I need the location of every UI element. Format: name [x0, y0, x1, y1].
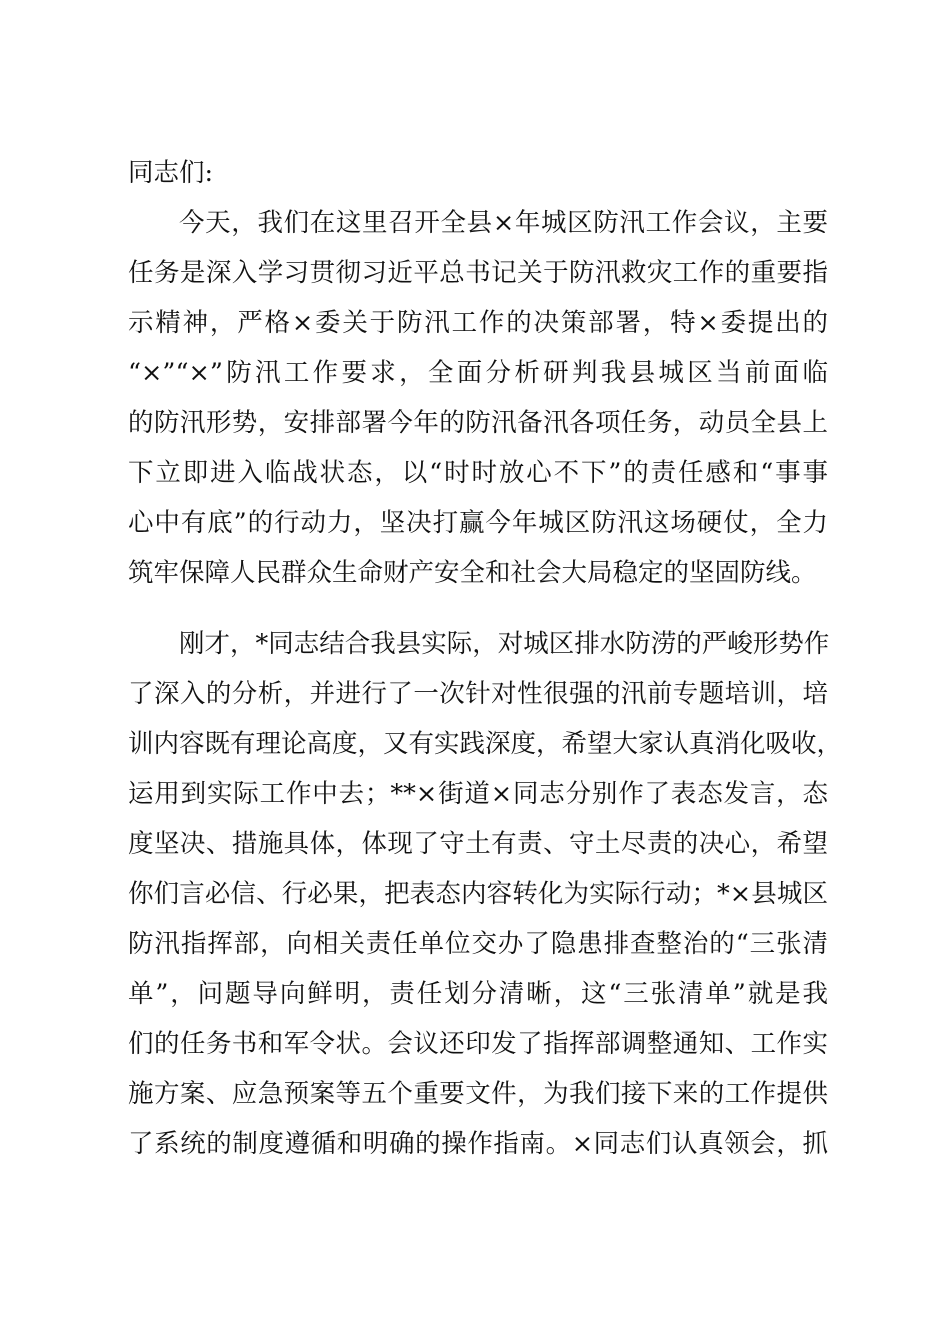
speech-body [128, 148, 843, 1169]
paragraph-line: 你们言必信、行必果，把表态内容转化为实际行动；*×县城区 [128, 879, 828, 909]
paragraph-line: 示精神，严格×委关于防汛工作的决策部署，特×委提出的 [128, 308, 828, 338]
paragraph-line: 度坚决、措施具体，体现了守土有责、守土尽责的决心，希望 [128, 829, 828, 859]
paragraph-line: 了深入的分析，并进行了一次针对性很强的汛前专题培训，培 [128, 679, 828, 709]
paragraph-line: 们的任务书和军令状。会议还印发了指挥部调整通知、工作实 [128, 1029, 828, 1059]
paragraph-line: 心中有底”的行动力，坚决打赢今年城区防汛这场硬仗，全力 [128, 508, 828, 538]
paragraph-review [128, 619, 843, 1169]
paragraph-gap [128, 598, 828, 619]
salutation: 同志们: [128, 158, 214, 188]
paragraph-line: 单”，问题导向鲜明，责任划分清晰，这“三张清单”就是我 [128, 979, 828, 1009]
paragraph-line: 的防汛形势，安排部署今年的防汛备汛各项任务，动员全县上 [128, 408, 828, 438]
paragraph-line: 今天，我们在这里召开全县×年城区防汛工作会议，主要 [179, 208, 828, 238]
paragraph-line: 训内容既有理论高度，又有实践深度，希望大家认真消化吸收， [128, 729, 843, 759]
paragraph-line: “×”“×”防汛工作要求，全面分析研判我县城区当前面临 [128, 358, 828, 388]
paragraph-line: 防汛指挥部，向相关责任单位交办了隐患排查整治的“三张清 [128, 929, 828, 959]
paragraph-line: 筑牢保障人民群众生命财产安全和社会大局稳定的坚固防线。 [128, 558, 817, 588]
paragraph-line: 了系统的制度遵循和明确的操作指南。×同志们认真领会，抓 [128, 1129, 828, 1159]
paragraph-line: 刚才，*同志结合我县实际，对城区排水防涝的严峻形势作 [179, 629, 830, 659]
paragraph-line: 任务是深入学习贯彻习近平总书记关于防汛救灾工作的重要指 [128, 258, 828, 288]
paragraph-line: 施方案、应急预案等五个重要文件，为我们接下来的工作提供 [128, 1079, 828, 1109]
paragraph-line: 运用到实际工作中去；**×街道×同志分别作了表态发言，态 [128, 779, 828, 809]
paragraph-opening [128, 198, 828, 598]
paragraph-line: 下立即进入临战状态，以“时时放心不下”的责任感和“事事 [128, 458, 828, 488]
